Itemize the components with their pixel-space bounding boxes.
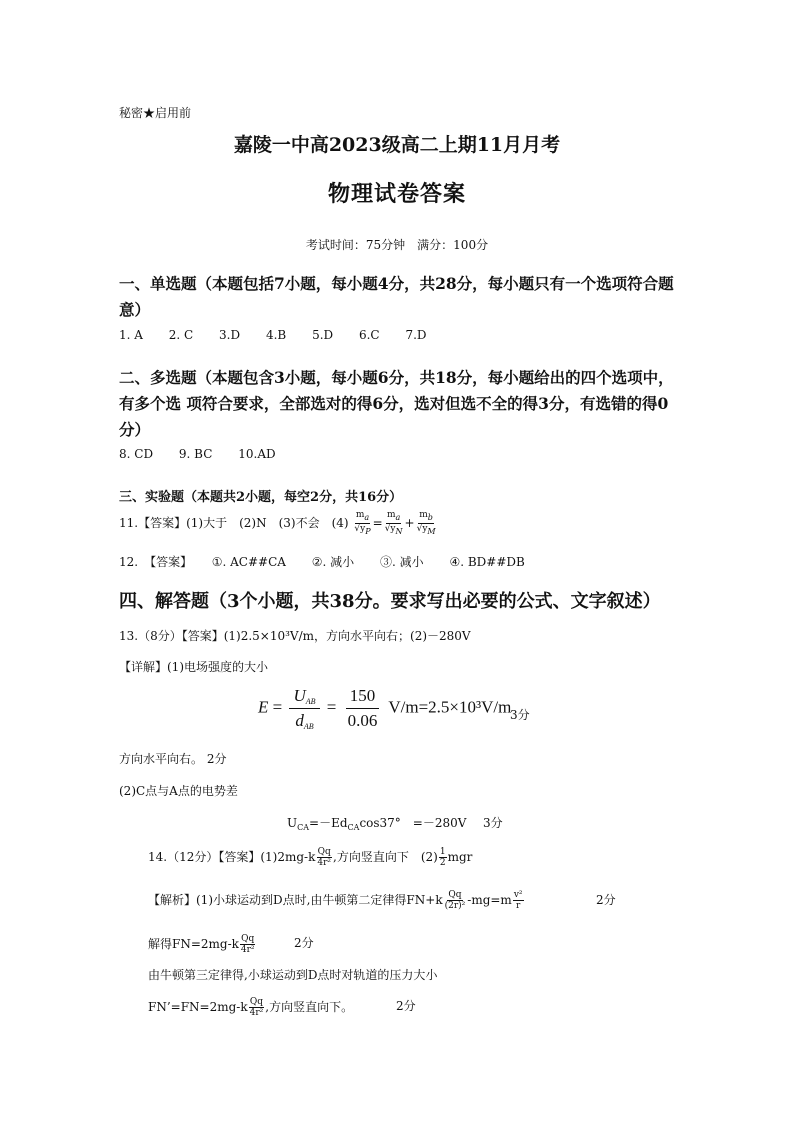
- q14-third-law: 由牛顿第三定律得,小球运动到D点时对轨道的压力大小: [148, 968, 438, 982]
- q14-analysis-score: 2分: [596, 893, 616, 907]
- q13-eq-score: 3分: [510, 708, 530, 722]
- exam-info: 考试时间：75分钟 满分：100分: [305, 238, 489, 252]
- answer-7: 7.D: [405, 328, 427, 342]
- q14-fn-prime: FN’=FN=2mg-k $\frac{Qq}{\text{4r²}}$ ,方向竖直向下。: [148, 997, 354, 1018]
- q14-solve-score: 2分: [294, 936, 314, 950]
- answer-6: 6.C: [358, 328, 380, 342]
- q14-fn-fraction: $\frac{Qq}{\text{4r²}}$: [249, 997, 264, 1018]
- section1-answers: [119, 328, 427, 342]
- q12-answer: [119, 553, 525, 570]
- q13-detail: 【详解】(1)电场强度的大小: [119, 660, 268, 674]
- q13-numeric-fraction: $\frac{150}{0.06}$: [347, 686, 378, 730]
- answer-8: 8. CD: [119, 447, 154, 461]
- section2-heading-cont: 有多个选 项符合要求，全部选对的得6分，选对但选不全的得3分，有选错的得0: [119, 394, 669, 413]
- answer-2: 2. C: [168, 328, 194, 342]
- q13-u-over-d: $U_{AB}$ $d_{AB}$: [289, 686, 319, 731]
- q11-fraction-a-p: $\frac{m_a}{√y_P}$: [354, 510, 371, 536]
- answer-1: 1. A: [119, 328, 143, 342]
- answer-4: 4.B: [265, 328, 287, 342]
- q12-a1: ①. AC##CA: [211, 555, 286, 569]
- q14-solve-fraction: $\frac{Qq}{\text{4r²}}$: [240, 934, 255, 955]
- q12-a2: ②. 减小: [311, 555, 355, 569]
- section2-heading: 二、多选题（本题包含3小题，每小题6分，共18分，每小题给出的四个选项中，: [119, 368, 674, 387]
- q14-solve: 解得FN=2mg-k $\frac{Qq}{\text{4r²}}$: [148, 934, 255, 955]
- q14-fn-score: 2分: [396, 999, 416, 1013]
- q11-fraction-b-m: $\frac{m_b}{√y_M}$: [416, 510, 436, 536]
- answer-10: 10.AD: [238, 447, 276, 461]
- section1-heading-cont: 意）: [119, 300, 151, 319]
- q13-part2: (2)C点与A点的电势差: [119, 784, 238, 798]
- section1-heading: 一、单选题（本题包括7小题，每小题4分，共28分，每小题只有一个选项符合题: [119, 274, 674, 293]
- answer-9: 9. BC: [178, 447, 213, 461]
- q12-a4: ④. BD##DB: [449, 555, 525, 569]
- q14-fraction: $\frac{Qq}{\text{4r²}}$: [317, 847, 332, 868]
- q11-fraction-a-n: $\frac{m_a}{√y_N}$: [384, 510, 403, 536]
- q14-answer: 14.（12分）【答案】(1)2mg-k $\frac{Qq}{\text{4r²}}$ ,方向竖直向下 (2) $\frac{1}{2}$ mgr: [148, 847, 473, 868]
- q13-equation: E = $U_{AB}$ $d_{AB}$ = $\frac{150}{0.06}$ V/m=2.5×10³V/m: [258, 686, 512, 731]
- q13-answer: 13.（8分）【答案】(1)2.5×10³V/m，方向水平向右；(2)－280V: [119, 629, 471, 643]
- q12-a3: ③. 减小: [380, 555, 424, 569]
- section3-heading: 三、实验题（本题共2小题，每空2分，共16分）: [119, 490, 403, 505]
- answer-5: 5.D: [312, 328, 334, 342]
- q14-analysis: 【解析】(1)小球运动到D点时,由牛顿第二定律得FN+k $\frac{Qq}{\text{(2r)²}}$ -mg=m $\frac{\text{v²}}{r}$: [148, 890, 523, 911]
- paper-title: 物理试卷答案: [327, 181, 466, 207]
- section2-answers: [119, 447, 276, 461]
- q13-uca-score: 3分: [483, 816, 503, 830]
- q13-uca-equation: $U_{CA}=-Ed_{CA}\cos 37^\circ$ =－280V: [287, 816, 467, 832]
- section2-heading-end: 分）: [119, 420, 151, 439]
- exam-title: 嘉陵一中高2023级高二上期11月月考: [233, 134, 561, 156]
- confidential-label: 秘密★启用前: [119, 106, 192, 120]
- q14-half-fraction: $\frac{1}{2}$: [439, 847, 446, 868]
- q14-coulomb-fraction: $\frac{Qq}{\text{(2r)²}}$: [444, 890, 466, 911]
- section4-heading: 四、解答题（3个小题，共38分。要求写出必要的公式、文字叙述）: [119, 591, 661, 612]
- q14-centripetal-fraction: $\frac{\text{v²}}{r}$: [513, 890, 523, 911]
- q13-direction: 方向水平向右。 2分: [119, 752, 227, 766]
- answer-3: 3.D: [219, 328, 241, 342]
- q11-prefix: 11.【答案】(1)大于 (2)N (3)不会 (4): [119, 516, 349, 530]
- q12-label: 12. 【答案】: [119, 555, 193, 569]
- q11-answer: 11.【答案】(1)大于 (2)N (3)不会 (4) $\frac{m_a}{√y_P}$ = $\frac{m_a}{√y_N}$ + $\frac{m_b}{√y_M}$: [119, 510, 436, 536]
